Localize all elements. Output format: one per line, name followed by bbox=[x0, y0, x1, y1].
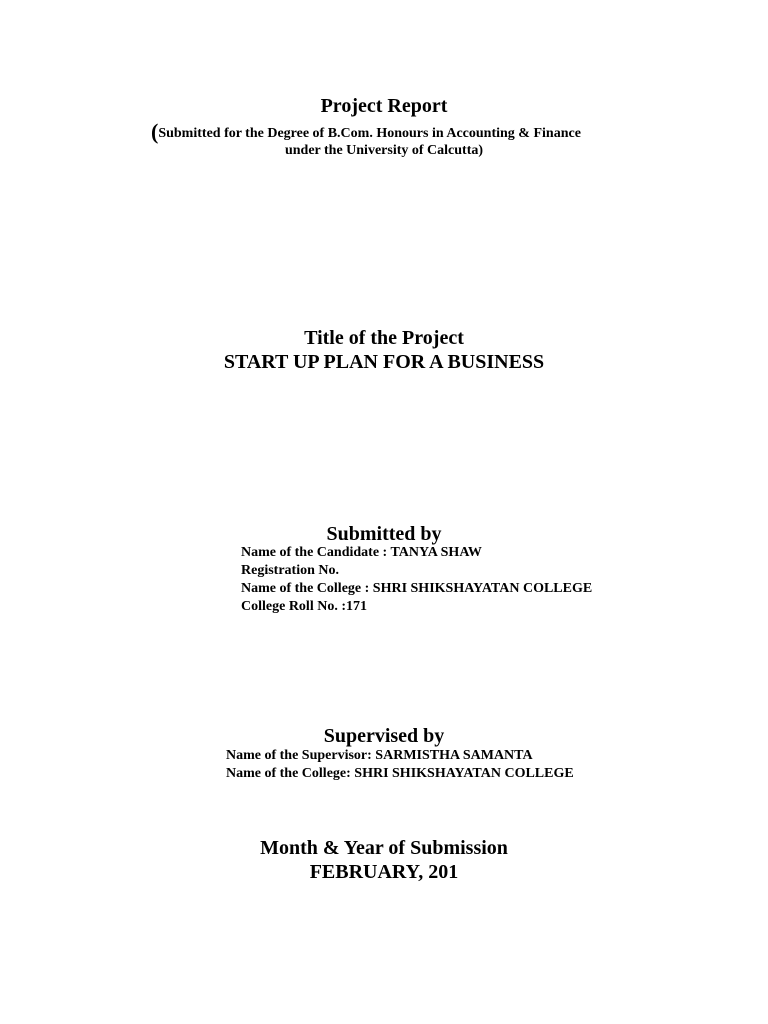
submission-date: FEBRUARY, 201 bbox=[309, 861, 459, 883]
supervised-by-heading: Supervised by bbox=[323, 725, 445, 747]
project-heading: Title of the Project bbox=[304, 327, 464, 349]
report-subtitle-text: Submitted for the Degree of B.Com. Honours in Accounting & Finance bbox=[158, 126, 581, 141]
submitted-by-heading: Submitted by bbox=[326, 523, 442, 545]
supervisor-name: Name of the Supervisor: SARMISTHA SAMANTA bbox=[226, 748, 533, 763]
college-roll-number: College Roll No. :171 bbox=[241, 599, 367, 614]
project-title: START UP PLAN FOR A BUSINESS bbox=[223, 351, 545, 373]
report-subtitle-line1 bbox=[151, 121, 581, 143]
open-parenthesis: ( bbox=[151, 119, 159, 144]
candidate-name: Name of the Candidate : TANYA SHAW bbox=[241, 545, 482, 560]
supervisor-college: Name of the College: SHRI SHIKSHAYATAN COLLEGE bbox=[226, 766, 574, 781]
candidate-college: Name of the College : SHRI SHIKSHAYATAN COLLEGE bbox=[241, 581, 593, 596]
report-title: Project Report bbox=[320, 95, 448, 117]
submission-heading: Month & Year of Submission bbox=[260, 837, 508, 859]
report-subtitle-line2: under the University of Calcutta) bbox=[284, 143, 484, 158]
registration-number: Registration No. bbox=[241, 563, 339, 578]
